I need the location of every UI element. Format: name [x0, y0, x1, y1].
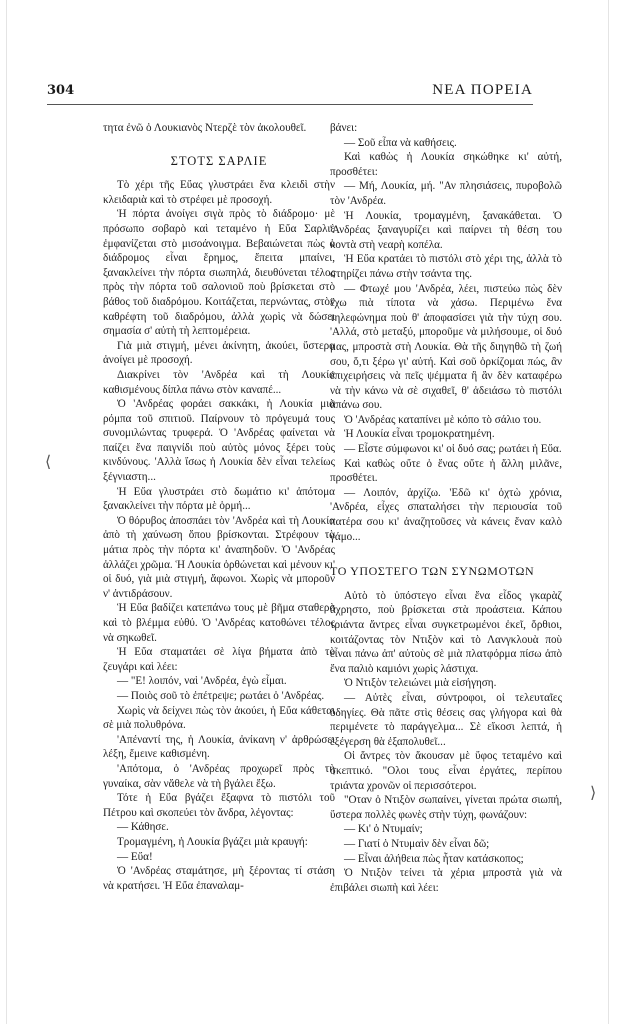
paragraph: βάνει: [330, 122, 358, 134]
paragraph: Τὸ χέρι τῆς Εὔας γλυστράει ἕνα κλειδὶ στὴν κλειδαριὰ καὶ τὸ στρέφει μὲ προσοχή. [103, 179, 335, 206]
page-number: 304 [47, 83, 75, 98]
paragraph: — Κάθησε. [117, 821, 169, 834]
paragraph: — Φτωχέ μου 'Ανδρέα, λέει, πιστεύω πὼς δὲν ἔχω πιὰ τίποτα νὰ χάσω. Περιμένω ἕνα τηλεφώνημα ποὺ θ' ἀποφασίσει γιὰ τὴν τύχη σου. 'Αλλά, στὸ μεταξύ, μποροῦμε νὰ μιλήσουμε, οἱ δυό μας, μπροστὰ στὴ Λουκία. Θὰ τῆς διηγηθῶ τὴ ζωή σου, ὅ,τι ξέρω γι' αὐτή. Καὶ σοῦ ὁρκίζομαι πώς, ἂν ἐπιχειρήσεις νὰ πεῖς ψέμματα ἢ ἂν δὲν καταφέρω νὰ τὴν κάνω νὰ σὲ σιχαθεῖ, θ' ἀδειάσω τὸ πιστόλι ἀπάνω σου. [330, 282, 562, 412]
paragraph: — Γιατί ὁ Ντυμαὶν δὲν εἶναι δῶ; [344, 837, 490, 850]
journal-title: ΝΕΑ ΠΟΡΕΙΑ [432, 82, 533, 98]
paragraph: Ἡ Εὔα κρατάει τὸ πιστόλι στὸ χέρι της, ἀλλὰ τὸ στηρίζει πάνω στὴν τσάντα της. [330, 253, 562, 280]
paragraph: Ὁ 'Ανδρέας καταπίνει μὲ κόπο τὸ σάλιο του. [344, 413, 542, 426]
paragraph: Διακρίνει τὸν 'Ανδρέα καὶ τὴ Λουκία καθισμένους δίπλα πάνω στὸν καναπέ... [103, 368, 335, 396]
section-title: ΣΤΟΤΣ ΣΑΡΛΙΕ [170, 153, 268, 168]
paragraph: — "Ε! λοιπόν, ναὶ 'Ανδρέα, ἐγὼ εἶμαι. [117, 675, 287, 688]
left-column [103, 121, 335, 893]
paragraph: Οἱ ἄντρες τὸν ἄκουσαν μὲ ὕφος τεταμένο καὶ σκεπτικό. "Ολοι τους εἶναι ἐργάτες, περίπου τριάντα χρονῶν οἱ περισσότεροι. [330, 750, 562, 792]
paragraph: — Εἶστε σύμφωνοι κι' οἱ δυό σας; ρωτάει ἡ Εὔα. [344, 443, 562, 456]
paragraph: — Σοῦ εἶπα νὰ καθήσεις. [344, 136, 457, 149]
paragraph: Καὶ καθὼς ἡ Λουκία σηκώθηκε κι' αὐτή, προσθέτει: [330, 151, 562, 178]
paragraph: Ἡ Εὔα γλυστράει στὸ δωμάτιο κι' ἀπότομα ξανακλείνει τὴν πόρτα μὲ ὁρμή... [103, 485, 335, 513]
handwritten-margin-mark: ⟩ [590, 783, 597, 802]
paragraph: — Αὐτὲς εἶναι, σύντροφοι, οἱ τελευταῖες ὁδηγίες. Θὰ πᾶτε στὶς θέσεις σας γλήγορα καὶ θὰ περιμένετε τὸ παράγγελμα... Σὲ εἴκοσι λεπτά, ἡ ἐξέγερση θὰ ἐξαπολυθεῖ... [330, 691, 562, 748]
paragraph: Ὁ θόρυβος ἀποσπάει τὸν 'Ανδρέα καὶ τὴ Λουκία ἀπὸ τὴ χαύνωση ὅπου βρίσκονται. Στρέφουν τὰ μάτια πρὸς τὴν πόρτα κι' ἀναπηδοῦν. Ὁ 'Ανδρέας ἀλλάζει χρῶμα. Ἡ Λουκία ὀρθώνεται καὶ μένουν κι' οἱ δυό, γιὰ μιὰ στιγμή, ἄφωνοι. Χωρὶς νὰ μποροῦν ν' ἀντιδράσουν. [103, 514, 335, 600]
paragraph: Καὶ καθὼς οὔτε ὁ ἕνας οὔτε ἡ ἄλλη μιλᾶνε, προσθέτει. [330, 457, 562, 485]
scan-edge-right [608, 0, 609, 1024]
section-title: ΤΟ ΥΠΟΣΤΕΓΟ ΤΩΝ ΣΥΝΩΜΟΤΩΝ [330, 564, 535, 579]
paragraph: "Οταν ὁ Ντιξὸν σωπαίνει, γίνεται πρώτα σιωπή, ὕστερα πολλὲς φωνὲς στὴν τύχη, φωνάζουν: [330, 794, 562, 821]
paragraph: — Κι' ὁ Ντυμαίν; [344, 823, 423, 836]
intro-paragraph: τητα ἐνῶ ὁ Λουκιανὸς Ντερζὲ τὸν ἀκολουθεῖ. [103, 122, 307, 134]
paragraph: — Ποιὸς σοῦ τὸ ἐπέτρεψε; ρωτάει ὁ 'Ανδρέας. [117, 689, 325, 702]
right-column [330, 121, 562, 895]
paragraph: Τρομαγμένη, ἡ Λουκία βγάζει μιὰ κραυγή: [117, 835, 308, 848]
paragraph: — Εὔα! [117, 850, 153, 863]
paragraph: — Λοιπόν, ἀρχίζω. 'Εδῶ κι' ὀχτὼ χρόνια, 'Ανδρέα, εἶχες σπαταλήσει τὴν περιουσία τοῦ πατέρα σου κι' ἀναζητοῦσες νὰ κάνεις ἕναν καλὸ γάμο... [330, 486, 562, 543]
left-paragraphs [103, 178, 335, 893]
paragraph: Ὁ Ντιξὸν τείνει τὰ χέρια μπροστὰ γιὰ νὰ ἐπιβάλει σιωπὴ καὶ λέει: [330, 867, 562, 894]
paragraph: 'Απέναντί της, ἡ Λουκία, ἀνίκανη ν' ἀρθρώσει λέξη, ἔμεινε καθισμένη. [103, 733, 335, 761]
paragraph: Ἡ πόρτα ἀνοίγει σιγὰ πρὸς τὸ διάδρομο· μὲ πρόσωπο σοβαρὸ καὶ τεταμένο ἡ Εὔα Σαρλιὲ ἐμφανίζεται στὸ μισοάνοιγμα. Βεβαιώνεται πὼς ὁ διάδρομος εἶναι ἔρημος, ἔπειτα μπαίνει, ξανακλείνει τὴν πόρτα σιωπηλά, διευθύνεται τέλος πρὸς τὴν πόρτα τοῦ σαλονιοῦ ποὺ βρίσκεται στὸ βάθος τοῦ διαδρόμου. Κοιτάζεται, περνώντας, στὸν καθρέφτη τοῦ διαδρόμου, ἀλλὰ χωρὶς νὰ δώσει σημασία σ' αὐτὴ τὴ λεπτομέρεια. [103, 208, 335, 338]
paragraph: — Μή, Λουκία, μή. "Αν πλησιάσεις, πυροβολῶ τὸν 'Ανδρέα. [330, 180, 562, 207]
paragraph: Ἡ Λουκία, τρομαγμένη, ξανακάθεται. Ὁ 'Ανδρέας ξαναγυρίζει καὶ παίρνει τὴ θέση του κοντὰ στὴ νεαρὴ κοπέλα. [330, 209, 562, 251]
paragraph: Ἡ Εὔα βαδίζει κατεπάνω τους μὲ βῆμα σταθερὸ καὶ τὸ βλέμμα εὐθύ. Ὁ 'Ανδρέας κατοθώνει τέλος νὰ σηκωθεῖ. [103, 602, 335, 644]
paragraph: — Εἶναι ἀλήθεια πὼς ἦταν κατάσκοπος; [344, 852, 524, 865]
paragraph: Τότε ἡ Εὔα βγάζει ἔξαφνα τὸ πιστόλι τοῦ Πέτρου καὶ σκοπεύει τὸν ἄνδρα, λέγοντας: [103, 792, 335, 819]
handwritten-margin-mark: ⟨ [45, 452, 52, 471]
right-paragraphs-after [330, 589, 562, 895]
header-rule [47, 104, 533, 105]
paragraph: Ὁ 'Ανδρέας φοράει σακκάκι, ἡ Λουκία μιὰ ρόμπα τοῦ σπιτιοῦ. Παίρνουν τὸ πρόγευμά τους συνομιλώντας τρυφερά. Ὁ 'Ανδρέας φαίνεται νὰ παίζει ἕνα παιγνίδι ποὺ αὐτὸς μόνος ξέρει τοὺς κινδύνους. 'Αλλὰ ἴσως ἡ Λουκία δὲν εἶναι τελείως ξέγνιαστη... [103, 398, 335, 484]
paragraph: Ἡ Εὔα σταματάει σὲ λίγα βήματα ἀπὸ τὸ ζευγάρι καὶ λέει: [103, 646, 335, 673]
paragraph: Χωρὶς νὰ δείχνει πὼς τὸν ἀκούει, ἡ Εὔα κάθεται σὲ μιὰ πολυθρόνα. [103, 704, 335, 732]
running-head [47, 82, 533, 102]
scan-edge-left [6, 0, 7, 1024]
paragraph: Ὁ 'Ανδρέας σταμάτησε, μὴ ξέροντας τί στάση νὰ κρατήσει. Ἡ Εὔα ἐπαναλαμ- [103, 865, 335, 892]
right-paragraphs-before [330, 121, 562, 544]
paragraph: Αὐτὸ τὸ ὑπόστεγο εἶναι ἕνα εἶδος γκαρὰζ ἄχρηστο, ποὺ βρίσκεται στὰ προάστεια. Κάπου τριάντα ἄντρες εἶναι συγκετρωμένοι ἐκεῖ, ὄρθιοι, κοιτάζοντας τὸν Ντιξὸν καὶ τὸ Λανγκλουὰ ποὺ εἶναι πάνω ἀπ' αὐτοὺς σὲ μιὰ πλατφόρμα πίσω ἀπὸ ἕνα παλιὸ καμιόνι χωρὶς λάστιχα. [330, 589, 562, 675]
paragraph: Ἡ Λουκία εἶναι τρομοκρατημένη. [344, 428, 495, 441]
paragraph: Ὁ Ντιξὸν τελειώνει μιὰ εἰσήγηση. [344, 677, 497, 690]
paragraph: 'Απότομα, ὁ 'Ανδρέας προχωρεῖ πρὸς τὴ γυναίκα, σὰν νἄθελε νὰ τὴ βγάλει ἔξω. [103, 762, 335, 790]
paragraph: Γιὰ μιὰ στιγμή, μένει ἀκίνητη, ἀκούει, ὕστερα ἀνοίγει μὲ προσοχή. [103, 339, 335, 367]
